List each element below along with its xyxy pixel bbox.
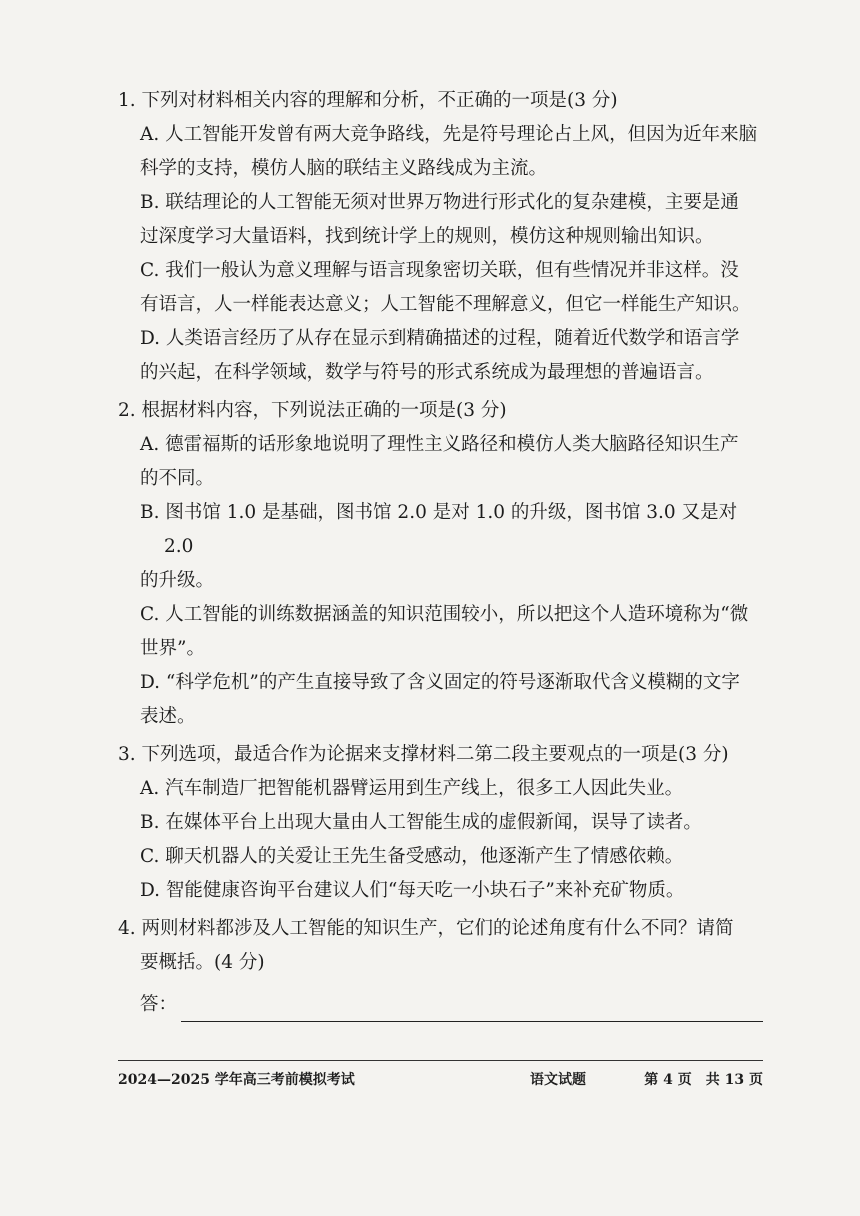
- option-d: D. 智能健康咨询平台建议人们“每天吃一小块石子”来补充矿物质。: [140, 880, 685, 901]
- answer-row: [118, 988, 763, 1022]
- footer-divider: [118, 1060, 763, 1061]
- question-stem: 2. 根据材料内容，下列说法正确的一项是(3 分): [118, 400, 507, 421]
- option-b: B. 在媒体平台上出现大量由人工智能生成的虚假新闻，误导了读者。: [140, 812, 702, 833]
- answer-label: 答：: [140, 994, 178, 1015]
- option-c: C. 聊天机器人的关爱让王先生备受感动，他逐渐产生了情感依赖。: [140, 846, 684, 867]
- question-4: [118, 912, 763, 1022]
- question-2: [118, 394, 763, 734]
- questions-area: [118, 84, 763, 1022]
- question-3: [118, 738, 763, 908]
- question-1: [118, 84, 763, 390]
- question-stem: 3. 下列选项，最适合作为论据来支撑材料二第二段主要观点的一项是(3 分): [118, 744, 729, 765]
- option-b: B. 联结理论的人工智能无须对世界万物进行形式化的复杂建模，主要是通 过深度学习大量语料，找到统计学上的规则，模仿这种规则输出知识。: [140, 192, 739, 247]
- page-footer: [118, 1069, 763, 1089]
- question-stem: 4. 两则材料都涉及人工智能的知识生产，它们的论述角度有什么不同？请简 要概括。(4 分): [118, 918, 734, 973]
- option-d: D. “科学危机”的产生直接导致了含义固定的符号逐渐取代含义模糊的文字 表述。: [140, 672, 740, 727]
- page-number: 第 4 页 共 13 页: [644, 1072, 763, 1088]
- subject-title: 语文试题: [530, 1072, 586, 1088]
- option-a: A. 汽车制造厂把智能机器臂运用到生产线上，很多工人因此失业。: [140, 778, 684, 799]
- option-b: B. 图书馆 1.0 是基础，图书馆 2.0 是对 1.0 的升级，图书馆 3.0 又是对 2.0 的升级。: [140, 502, 738, 591]
- option-d: D. 人类语言经历了从存在显示到精确描述的过程，随着近代数学和语言学 的兴起，在科学领域，数学与符号的形式系统成为最理想的普遍语言。: [140, 328, 740, 383]
- option-a: A. 人工智能开发曾有两大竞争路线，先是符号理论占上风，但因为近年来脑 科学的支持，模仿人脑的联结主义路线成为主流。: [140, 124, 758, 179]
- option-c: C. 人工智能的训练数据涵盖的知识范围较小，所以把这个人造环境称为“微 世界”。: [140, 604, 749, 659]
- option-a: A. 德雷福斯的话形象地说明了理性主义路径和模仿人类大脑路径知识生产 的不同。: [140, 434, 739, 489]
- exam-title: 2024—2025 学年高三考前模拟考试: [118, 1072, 355, 1088]
- option-c: C. 我们一般认为意义理解与语言现象密切关联，但有些情况并非这样。没 有语言，人一样能表达意义；人工智能不理解意义，但它一样能生产知识。: [140, 260, 751, 315]
- question-stem: 1. 下列对材料相关内容的理解和分析，不正确的一项是(3 分): [118, 90, 618, 111]
- answer-line[interactable]: [181, 997, 763, 1022]
